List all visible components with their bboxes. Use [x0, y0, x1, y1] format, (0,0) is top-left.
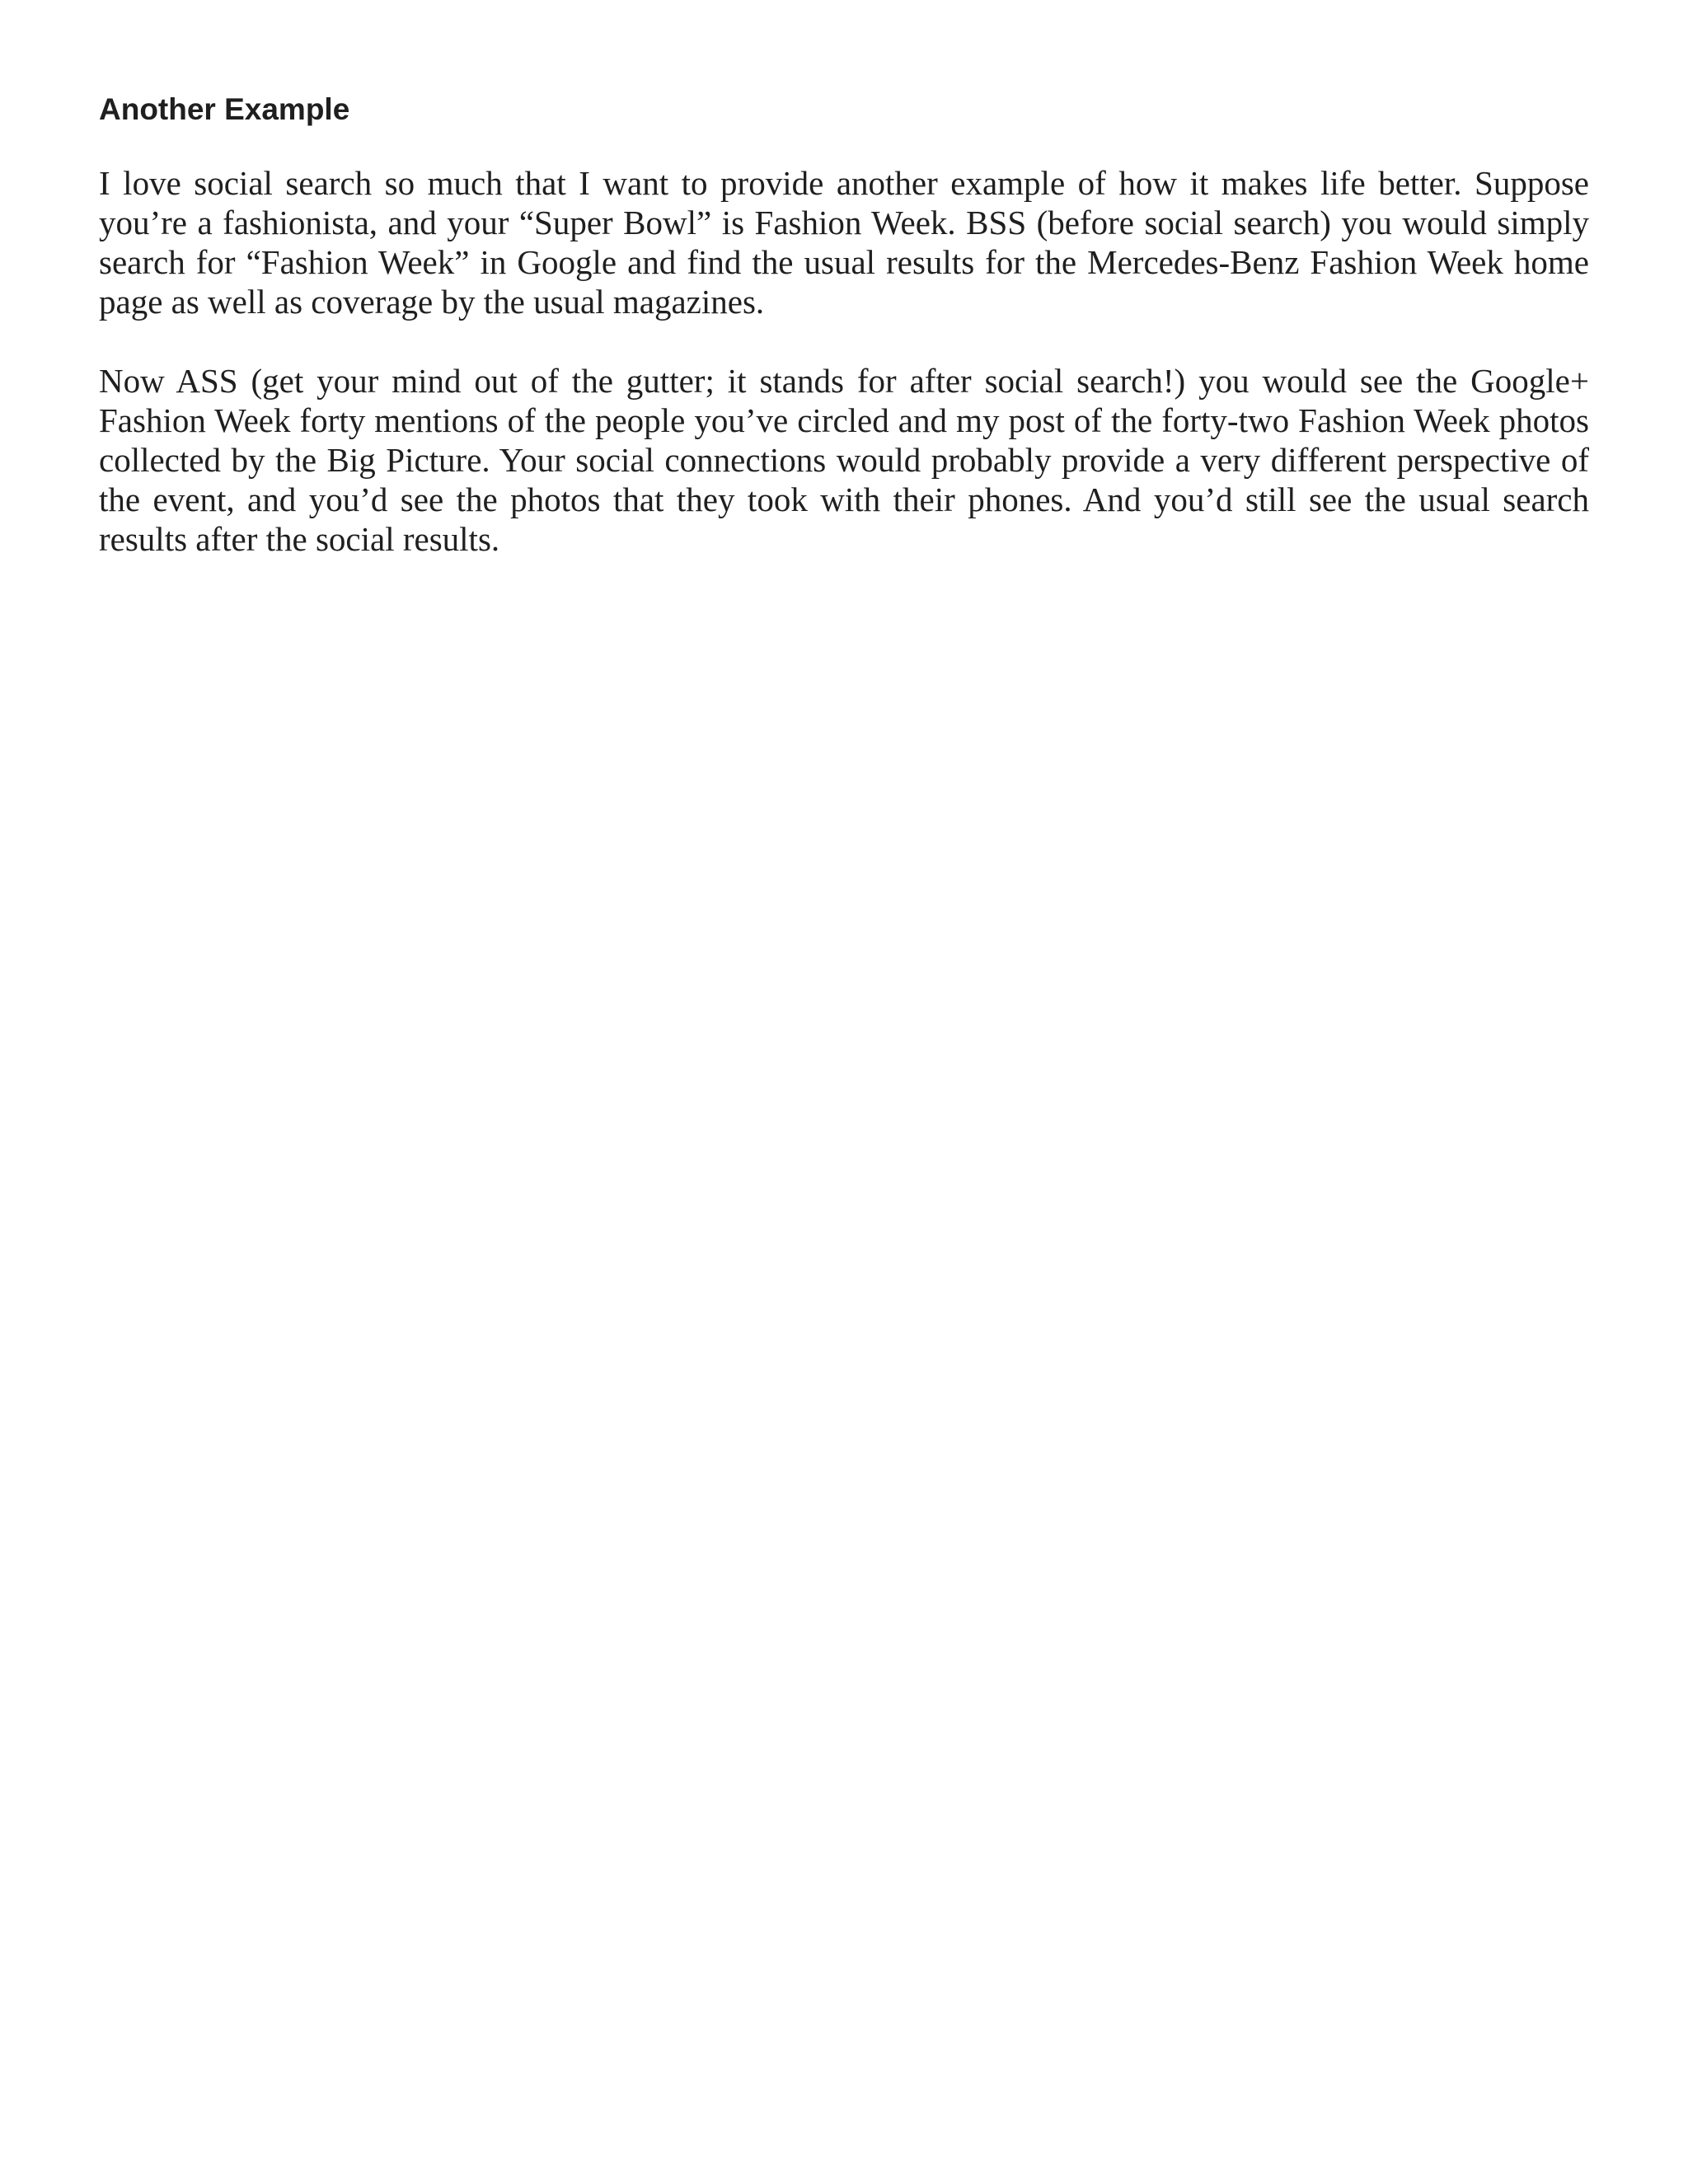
document-body: [99, 89, 1589, 559]
paragraph-2: Now ASS (get your mind out of the gutter; it stands for after social search!) you would see the Google+ Fashion Week forty mentions of the people you’ve circled and my post of the forty-two Fashion Week photos collected by the Big Picture. Your social connections would probably provide a very different perspective of the event, and you’d see the photos that they took with their phones. And you’d still see the usual search results after the social results.: [99, 362, 1589, 558]
paragraph-1: I love social search so much that I want to provide another example of how it makes life better. Suppose you’re a fashionista, and your “Super Bowl” is Fashion Week. BSS (before social search) you would simply search for “Fashion Week” in Google and find the usual results for the Mercedes-Benz Fashion Week home page as well as coverage by the usual magazines.: [99, 164, 1589, 321]
section-heading: Another Example: [99, 92, 350, 126]
